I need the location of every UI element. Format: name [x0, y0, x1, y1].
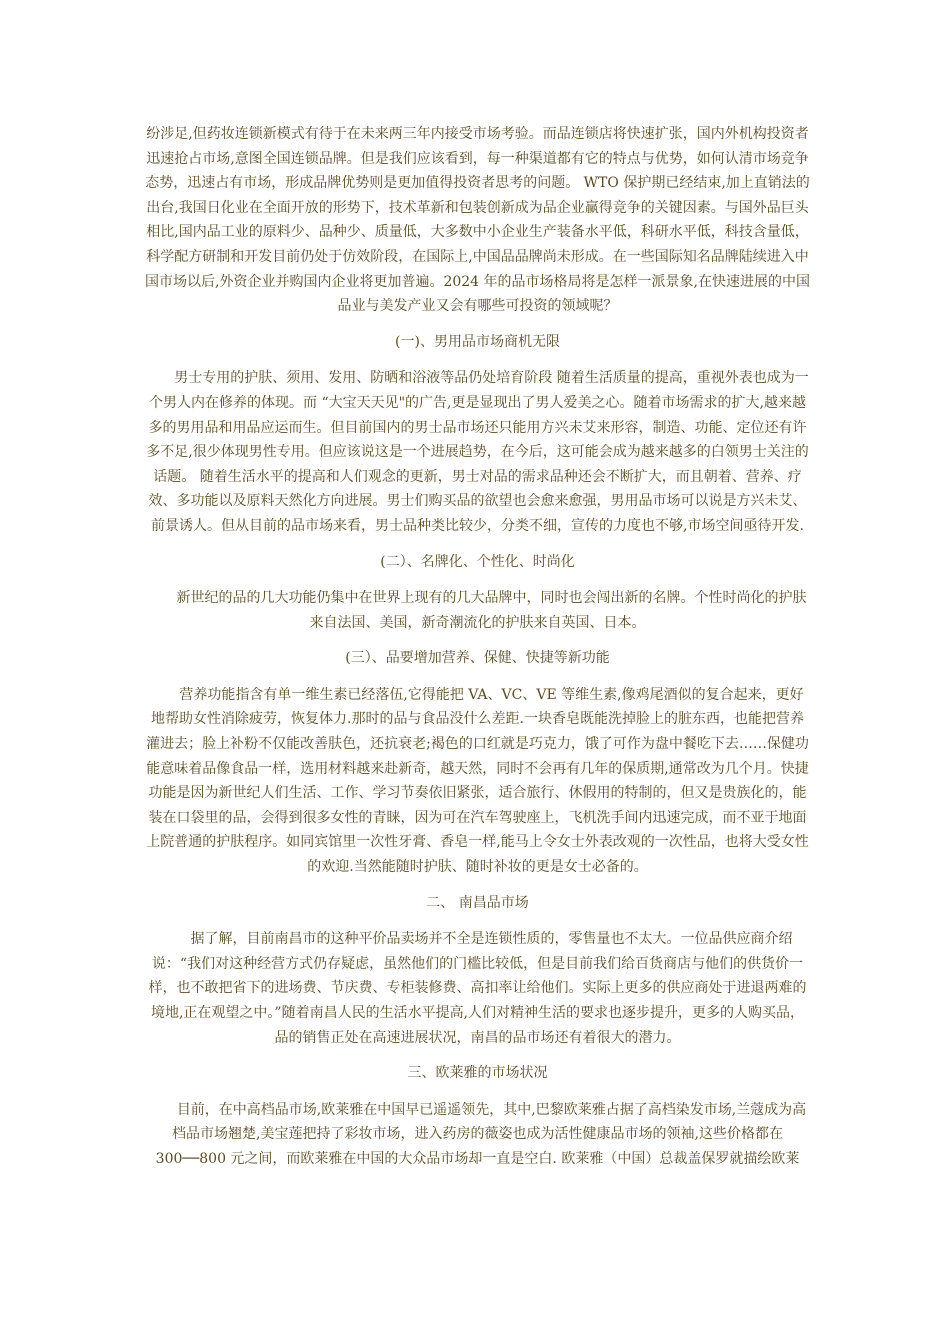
section-paragraph-nanchang-market: 据了解，目前南昌市的这种平价品卖场并不全是连锁性质的，零售量也不太大。一位品供应商介绍说：“我们对这种经营方式仍存疑虑，虽然他们的门槛比较低，但是目前我们给百货商店与他们的供货价一样，也不敢把省下的进场费、节庆费、专柜装修费、高扣率让给他们。实际上更多的供应商处于进退两难的境地,正在观望之中。”随着南昌人民的生活水平提高,人们对精神生活的要求也逐步提升，更多的人购买品，品的销售正处在高速进展状况，南昌的品市场还有着很大的潜力。	[148, 931, 807, 1046]
section-paragraph-loreal-market: 目前，在中高档品市场,欧莱雅在中国早已遥遥领先，其中,巴黎欧莱雅占据了高档染发市场,兰蔻成为高档品市场翘楚,美宝莲把持了彩妆市场，进入药房的薇姿也成为活性健康品市场的领袖,这些价格都在 300──800 元之间，而欧莱雅在中国的大众品市场却一直是空白. 欧莱雅（中国）总裁盖保罗就描绘欧莱	[155, 1101, 807, 1167]
section-heading-loreal-market: 三、欧莱雅的市场状况	[407, 1065, 548, 1082]
section-heading-nanchang-market: 二、 南昌品市场	[426, 894, 529, 911]
section-paragraph-brand-trend: 新世纪的品的几大功能仍集中在世界上现有的几大品牌中，同时也会闯出新的名牌。个性时尚化的护肤来自法国、美国，新奇潮流化的护肤来自英国、日本。	[176, 590, 807, 631]
section-paragraph-new-functions: 营养功能指含有单一维生素已经落伍,它得能把 VA、VC、VE 等维生素,像鸡尾酒似的复合起来，更好地帮助女性消除疲劳，恢复体力.那时的品与食品没什么差距.一块香皂既能洗掉脸上的脏东西，也能把营养灌进去；脸上补粉不仅能改善肤色，还抗衰老;褐色的口红就是巧克力，饿了可作为盘中餐吃下去……保健功能意味着品像食品一样，选用材料越来赴新奇，越天然，同时不会再有几年的保质期,通常改为几个月。快捷功能是因为新世纪人们生活、工作、学习节奏依旧紧张，适合旅行、休假用的特制的，但又是贵族化的，能装在口袋里的品，会得到很多女性的青睐，因为可在汽车驾驶座上，飞机洗手间内迅速完成，而不亚于地面上院普通的护肤程序。如同宾馆里一次性牙膏、香皂一样,能马上令女士外表改观的一次性品，也将大受女性的欢迎.当然能随时护肤、随时补妆的更是女士必备的。	[146, 686, 809, 876]
document-page	[145, 122, 810, 1172]
section-heading-men-products: (一)、男用品市场商机无限	[395, 333, 560, 350]
section-heading-brand-trend: (二）、名牌化、个性化、时尚化	[380, 553, 575, 570]
section-paragraph-men-products: 男士专用的护肤、须用、发用、防晒和浴液等品仍处培育阶段 随着生活质量的提高，重视外表也成为一个男人内在修养的体现。而 “大宝天天见"的广告,更是显现出了男人爱美之心。随着市场需求的扩大,越来越多的男用品和用品应运而生。但目前国内的男士品市场还只能用方兴未艾来形容，制造、功能、定位还有许多不足,很少体现男性专用。但应该说这是一个进展趋势，在今后，这可能会成为越来越多的白领男士关注的话题。 随着生活水平的提高和人们观念的更新，男士对品的需求品种还会不断扩大，而且朝着、营养、疗效、多功能以及原料天然化方向进展。男士们购买品的欲望也会愈来愈强，男用品市场可以说是方兴未艾、前景诱人。但从目前的品市场来看，男士品种类比较少，分类不细，宣传的力度也不够,市场空间亟待开发.	[146, 370, 809, 534]
intro-paragraph: 纷涉足,但药妆连锁新模式有待于在未来两三年内接受市场考验。而品连锁店将快速扩张，国内外机构投资者迅速抢占市场,意图全国连锁品牌。但是我们应该看到，每一种渠道都有它的特点与优势，如何认清市场竞争态势，迅速占有市场，形成品牌优势则是更加值得投资者思考的问题。 WTO 保护期已经结束,加上直销法的出台,我国日化业在全面开放的形势下，技术革新和包装创新成为品企业赢得竞争的关键因素。与国外品巨头相比,国内品工业的原料少、品种少、质量低，大多数中小企业生产装备水平低，科研水平低，科技含量低，科学配方研制和开发目前仍处于仿效阶段，在国际上,中国品品牌尚未形成。在一些国际知名品牌陆续进入中国市场以后,外资企业并购国内企业将更加普遍。2024 年的品市场格局将是怎样一派景象,在快速进展的中国品业与美发产业又会有哪些可投资的领域呢？	[145, 126, 810, 315]
section-heading-new-functions: (三）、品要增加营养、保健、快捷等新功能	[345, 650, 610, 667]
